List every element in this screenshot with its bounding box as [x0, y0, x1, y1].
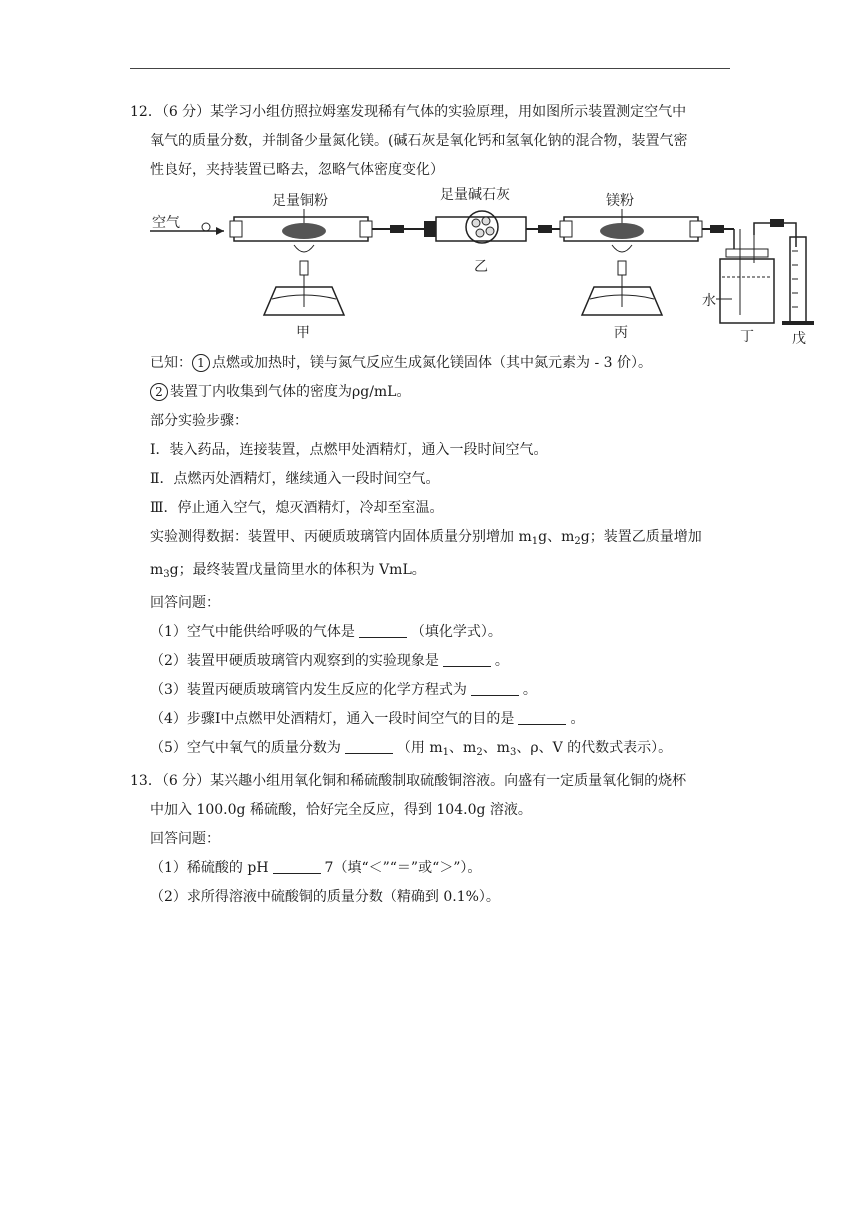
- q12-2-b: 。: [494, 653, 509, 669]
- q13-1-b: 7（填“＜”“＝”或“＞”）。: [324, 860, 482, 876]
- tube-jia: [230, 217, 372, 241]
- q12-5-sub3: 3: [509, 747, 517, 758]
- q12-3-a: （3）装置丙硬质玻璃管内发生反应的化学方程式为: [150, 682, 467, 698]
- lamp-jia: [264, 245, 344, 315]
- q12-1-a: （1）空气中能供给呼吸的气体是: [150, 624, 355, 640]
- q13-1-a: （1）稀硫酸的 pH: [150, 860, 269, 876]
- known-2-text: 装置丁内收集到气体的密度为ρg/mL。: [170, 384, 411, 400]
- q12-intro: [130, 98, 730, 185]
- label-copper: 足量铜粉: [272, 193, 328, 209]
- clip-3: [710, 225, 724, 233]
- q12-known: [130, 349, 730, 767]
- label-bing: 丙: [614, 325, 628, 341]
- q12-1-b: （填化学式）。: [410, 624, 502, 640]
- answer-title-12: 回答问题：: [150, 595, 220, 611]
- q12-5-c: 、m: [449, 740, 477, 756]
- step-1: Ⅰ．装入药品，连接装置，点燃甲处酒精灯，通入一段时间空气。: [150, 442, 548, 458]
- data-e: g；最终装置戊量筒里水的体积为 VmL。: [169, 562, 426, 578]
- label-jia: 甲: [296, 325, 310, 341]
- q12-sub-2: [150, 647, 730, 676]
- q12-3-b: 。: [522, 682, 537, 698]
- q12-sub-5: [150, 734, 730, 767]
- q12-4-b: 。: [570, 711, 585, 727]
- q12-sub-4: [150, 705, 730, 734]
- q13-sub-2: （2）求所得溶液中硫酸铜的质量分数（精确到 0.1%）。: [150, 889, 500, 905]
- sub-2: 2: [574, 536, 581, 547]
- q12-5-b: （用 m: [396, 740, 443, 756]
- clip-1: [390, 225, 404, 233]
- known-prefix: 已知：: [150, 355, 192, 371]
- circled-number-2: 2: [150, 383, 168, 401]
- apparatus-diagram: [144, 187, 814, 347]
- answer-blank-12-1[interactable]: [359, 623, 407, 638]
- data-line-2: [150, 556, 730, 589]
- answer-blank-12-4[interactable]: [518, 710, 566, 725]
- data-d: m: [150, 562, 164, 578]
- known-1-text: 点燃或加热时，镁与氮气反应生成氮化镁固体（其中氮元素为 - 3 价）。: [212, 355, 652, 371]
- lamp-bing: [582, 245, 662, 315]
- answer-blank-12-5[interactable]: [345, 739, 393, 754]
- magnesium-powder: [600, 223, 644, 239]
- clip-4: [770, 219, 784, 227]
- header-rule: [130, 68, 730, 69]
- data-b: g、m: [538, 529, 575, 545]
- cylinder-wu: [782, 237, 814, 325]
- q12-sub-1: [150, 618, 730, 647]
- data-a: 实验测得数据：装置甲、丙硬质玻璃管内固体质量分别增加 m: [150, 529, 532, 545]
- label-soda-lime: 足量碱石灰: [440, 187, 510, 203]
- q12-sub-3: [150, 676, 730, 705]
- step-2: Ⅱ．点燃丙处酒精灯，继续通入一段时间空气。: [150, 471, 440, 487]
- steps-title: 部分实验步骤：: [150, 413, 248, 429]
- q12-intro-line-3: 性良好，夹持装置已略去，忽略气体密度变化）: [150, 162, 444, 178]
- label-air: 空气: [152, 215, 180, 231]
- q12-5-e: 、ρ、V 的代数式表示）。: [516, 740, 673, 756]
- clip-2: [538, 225, 552, 233]
- data-c: g；装置乙质量增加: [580, 529, 702, 545]
- q12-intro-line-1: 12．（6 分）某学习小组仿照拉姆塞发现稀有气体的实验原理，用如图所示装置测定空气中: [130, 104, 687, 120]
- answer-title-13: 回答问题：: [150, 831, 220, 847]
- q13-sub-1: [130, 854, 730, 883]
- inlet-arrowhead: [216, 227, 224, 235]
- tube-yi: [424, 211, 526, 243]
- label-wu: 戊: [792, 331, 806, 347]
- answer-blank-13-1[interactable]: [273, 859, 321, 874]
- label-water: 水: [702, 293, 716, 309]
- q13: [130, 767, 730, 912]
- q12-5-sub1: 1: [442, 747, 450, 758]
- bottle-ding: [720, 229, 774, 323]
- q13-intro-line-1: 13．（6 分）某兴趣小组用氧化铜和稀硫酸制取硫酸铜溶液。向盛有一定质量氧化铜的烧杯: [130, 773, 687, 789]
- copper-powder: [282, 223, 326, 239]
- document-body: [130, 98, 806, 912]
- tube-bing: [560, 217, 702, 241]
- answer-blank-12-2[interactable]: [443, 652, 491, 667]
- label-ding: 丁: [740, 329, 754, 345]
- q12-5-sub2: 2: [476, 747, 483, 758]
- sub-1: 1: [531, 536, 539, 547]
- q12-intro-line-2: 氧气的质量分数，并制备少量氮化镁。(碱石灰是氧化钙和氢氧化钠的混合物，装置气密: [150, 133, 688, 149]
- valve-icon: [202, 223, 210, 231]
- q12-2-a: （2）装置甲硬质玻璃管内观察到的实验现象是: [150, 653, 439, 669]
- data-line-1: [150, 523, 730, 556]
- q12-5-a: （5）空气中氧气的质量分数为: [150, 740, 341, 756]
- known-2: [150, 378, 730, 407]
- q13-intro-line-2: 中加入 100.0g 稀硫酸，恰好完全反应，得到 104.0g 溶液。: [150, 802, 532, 818]
- answer-blank-12-3[interactable]: [471, 681, 519, 696]
- sub-3: 3: [163, 569, 170, 580]
- known-1: [150, 349, 730, 378]
- q12-4-a: （4）步骤Ⅰ中点燃甲处酒精灯，通入一段时间空气的目的是: [150, 711, 515, 727]
- circled-number-1: 1: [192, 354, 210, 372]
- label-yi: 乙: [474, 259, 488, 275]
- q12-5-d: 、m: [482, 740, 510, 756]
- step-3: Ⅲ．停止通入空气，熄灭酒精灯，冷却至室温。: [150, 500, 444, 516]
- label-magnesium: 镁粉: [606, 193, 634, 209]
